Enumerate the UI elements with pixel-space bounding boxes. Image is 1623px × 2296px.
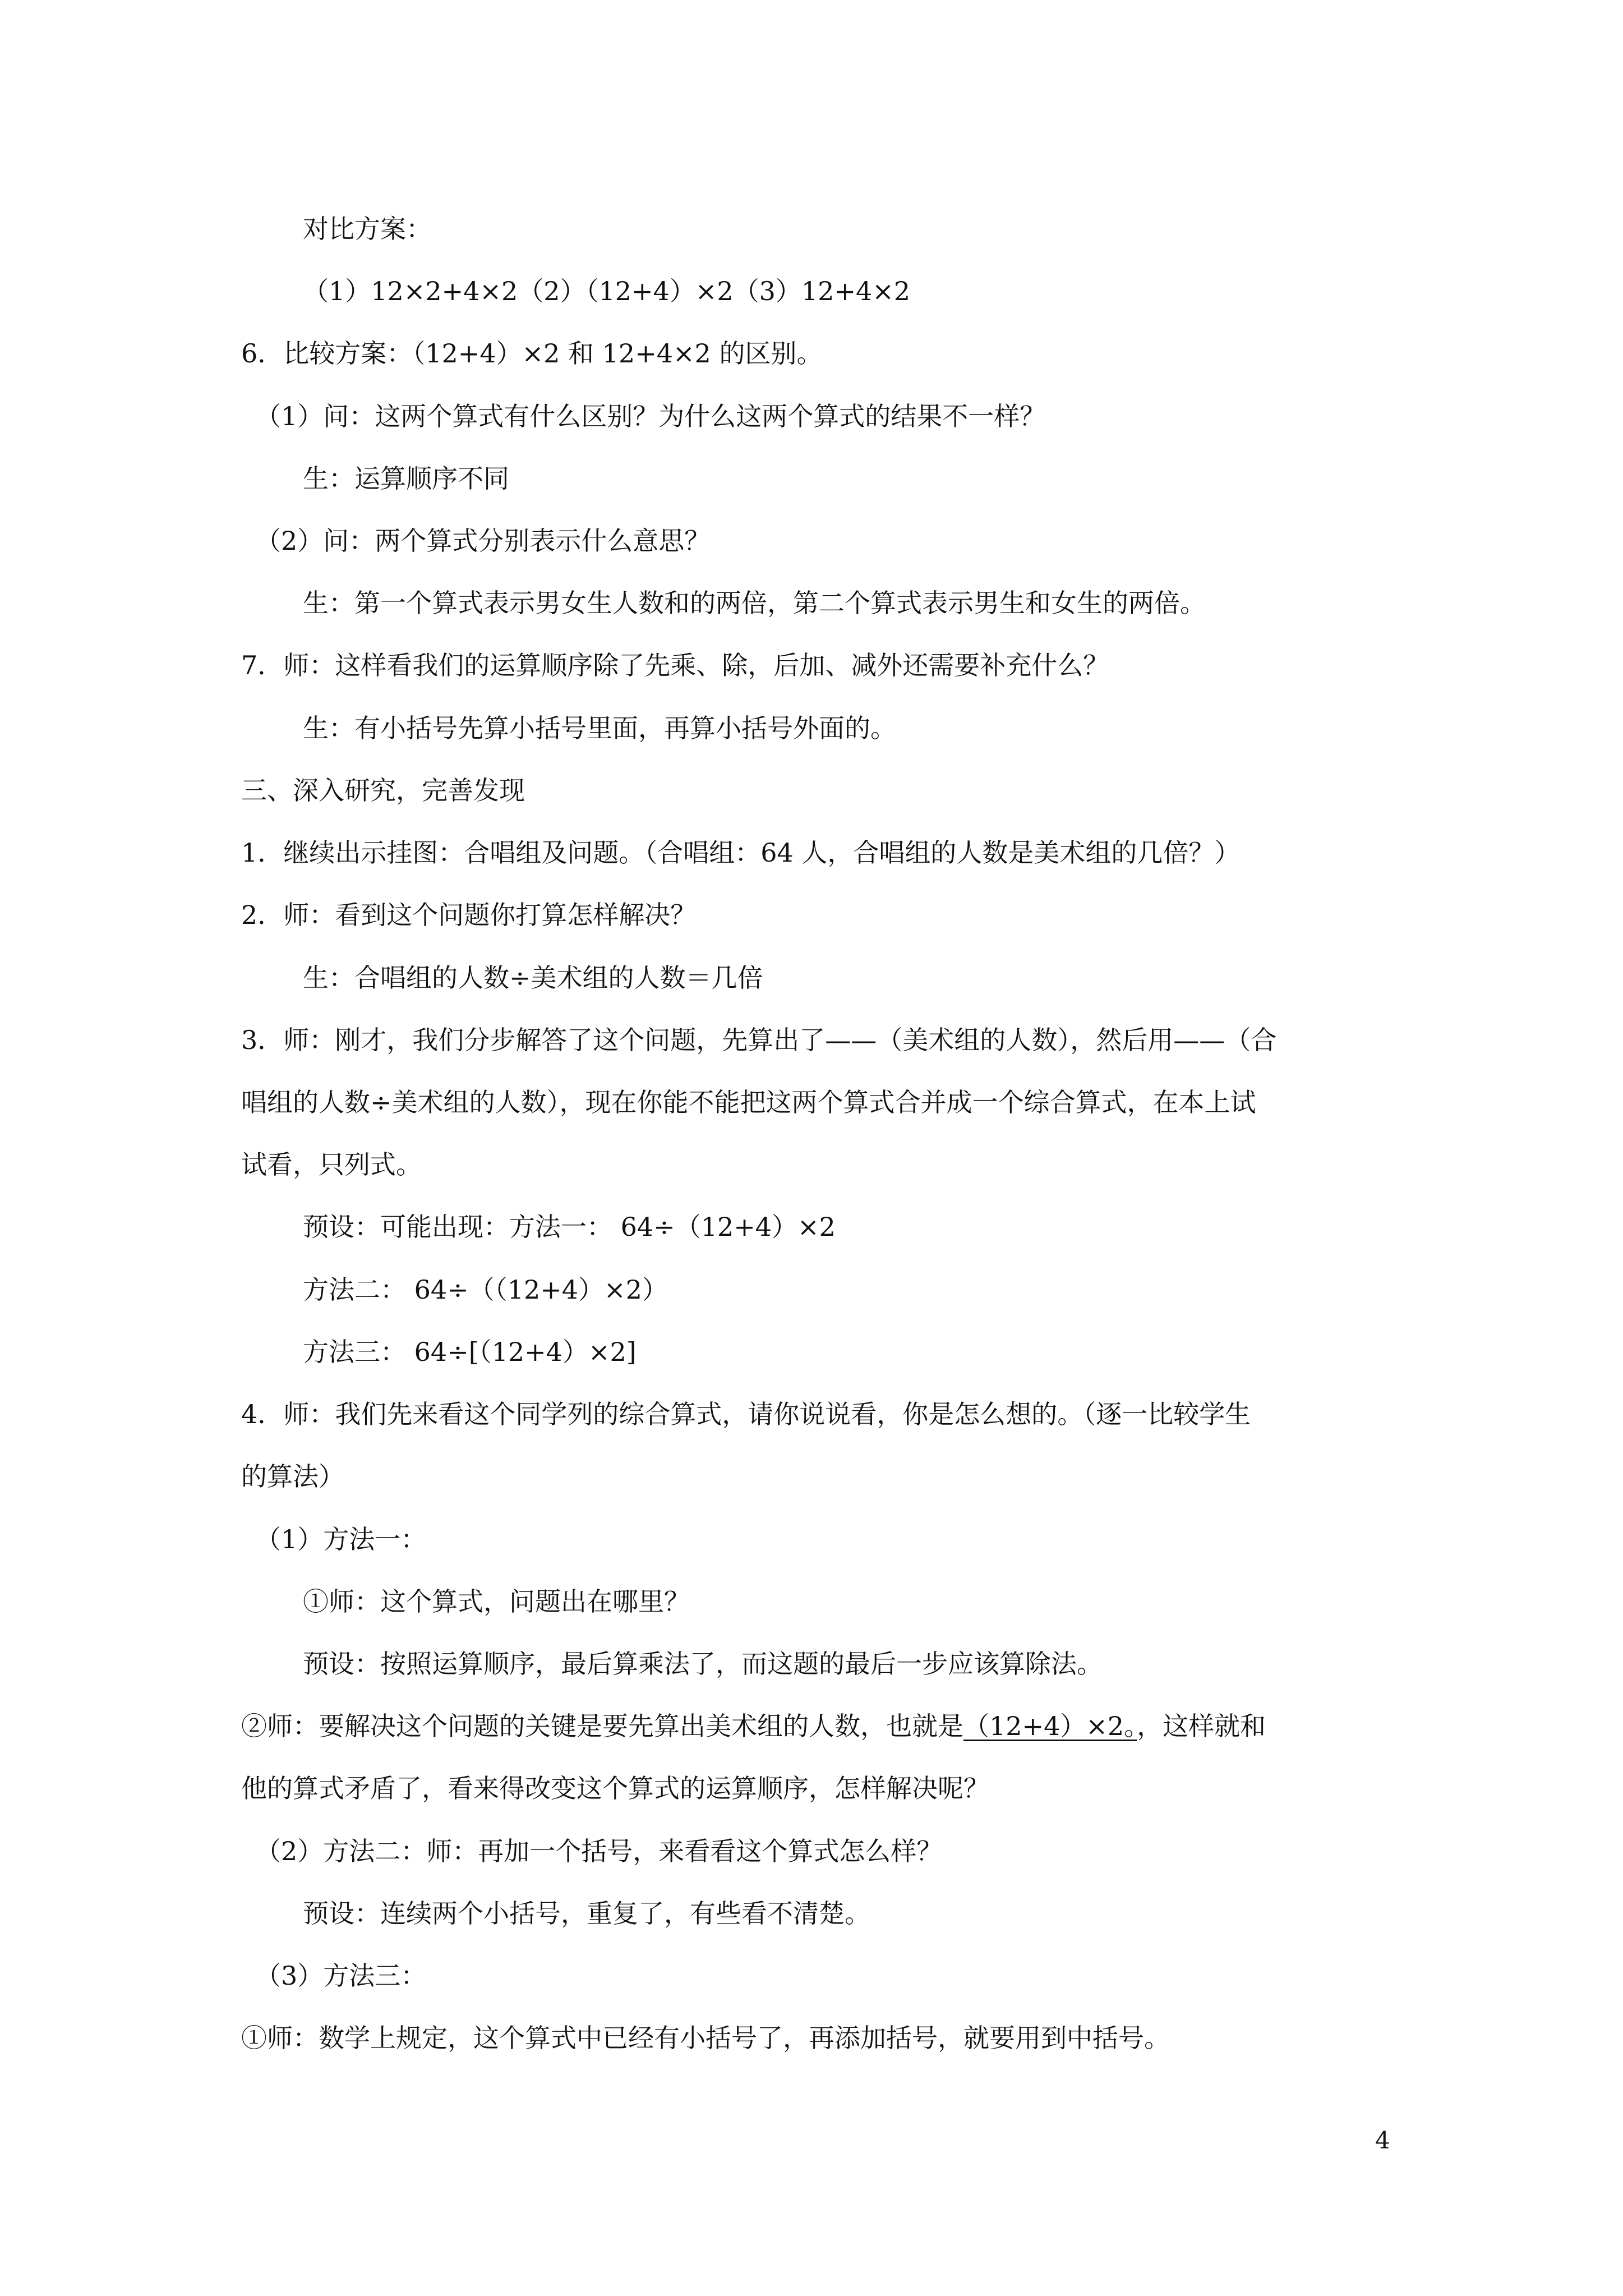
text-line: 他的算式矛盾了，看来得改变这个算式的运算顺序，怎样解决呢？ [241, 1773, 989, 1803]
heading-line: 3．师：刚才，我们分步解答了这个问题，先算出了——（美术组的人数），然后用——（合 [241, 1025, 1277, 1055]
page-number: 4 [1375, 2127, 1390, 2154]
text-line: 生：运算顺序不同 [303, 463, 509, 494]
heading-line: 2．师：看到这个问题你打算怎样解决？ [241, 900, 697, 930]
underlined-expression: （12+4）×2。 [963, 1711, 1137, 1741]
text-line: 唱组的人数÷美术组的人数），现在你能不能把这两个算式合并成一个综合算式，在本上试 [241, 1087, 1256, 1117]
text-line: 方法三： 64÷[（12+4）×2] [303, 1337, 637, 1367]
text-line: 的算法） [241, 1461, 344, 1492]
text-line [241, 1709, 1623, 1743]
text-segment: ，这样就和 [1137, 1711, 1266, 1741]
heading-line: 1．继续出示挂图：合唱组及问题。（合唱组：64 人，合唱组的人数是美术组的几倍？） [241, 838, 1241, 868]
heading-line: 7．师：这样看我们的运算顺序除了先乘、除，后加、减外还需要补充什么？ [241, 650, 1109, 680]
text-line: 预设：可能出现：方法一： 64÷（12+4）×2 [303, 1212, 836, 1242]
text-line: ①师：数学上规定，这个算式中已经有小括号了，再添加括号，就要用到中括号。 [241, 2023, 1170, 2053]
text-line: （1）12×2+4×2（2）（12+4）×2（3）12+4×2 [303, 276, 911, 306]
text-segment: ②师：要解决这个问题的关键是要先算出美术组的人数，也就是 [241, 1711, 963, 1741]
text-line: （1）方法一： [255, 1524, 427, 1554]
text-line: （1）问：这两个算式有什么区别？为什么这两个算式的结果不一样？ [255, 401, 1046, 431]
section-heading: 三、深入研究，完善发现 [241, 775, 525, 806]
text-line: 方法二： 64÷（（12+4）×2） [303, 1274, 668, 1305]
text-line: 对比方案： [303, 214, 432, 244]
text-line: 生：有小括号先算小括号里面，再算小括号外面的。 [303, 713, 896, 743]
text-line: 生：第一个算式表示男女生人数和的两倍，第二个算式表示男生和女生的两倍。 [303, 588, 1206, 618]
text-line: （3）方法三： [255, 1961, 427, 1991]
text-line: （2）问：两个算式分别表示什么意思？ [255, 526, 711, 556]
text-line: ①师：这个算式，问题出在哪里？ [303, 1586, 690, 1617]
text-line: 试看，只列式。 [241, 1149, 422, 1180]
text-line: （2）方法二：师：再加一个括号，来看看这个算式怎么样？ [255, 1836, 943, 1866]
text-line: 预设：连续两个小括号，重复了，有些看不清楚。 [303, 1898, 870, 1929]
heading-line: 6．比较方案：（12+4）×2 和 12+4×2 的区别。 [241, 338, 823, 369]
text-line: 预设：按照运算顺序，最后算乘法了，而这题的最后一步应该算除法。 [303, 1649, 1103, 1679]
heading-line: 4．师：我们先来看这个同学列的综合算式，请你说说看，你是怎么想的。（逐一比较学生 [241, 1399, 1251, 1429]
text-line: 生：合唱组的人数÷美术组的人数＝几倍 [303, 963, 763, 993]
